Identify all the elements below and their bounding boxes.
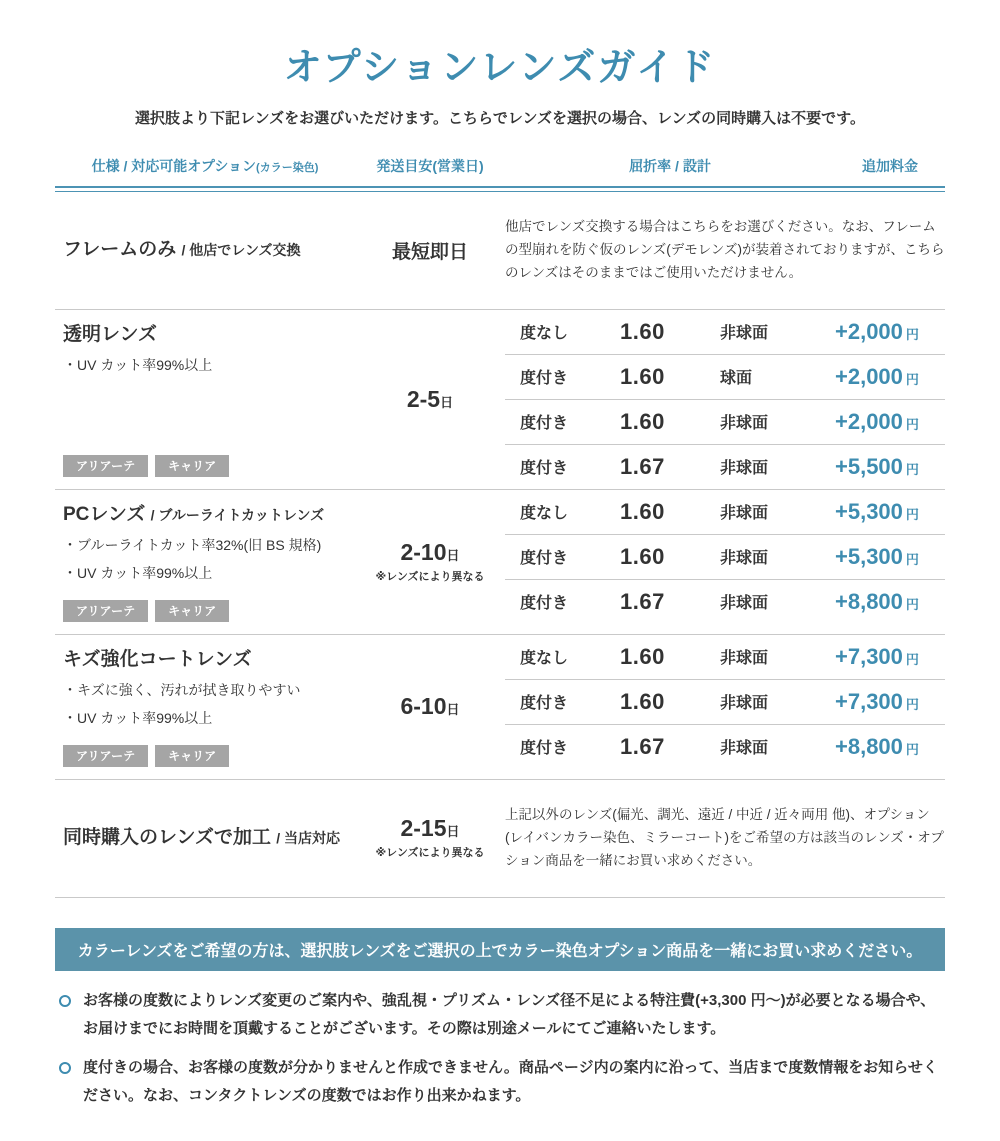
price-unit: 円 [905, 651, 919, 667]
option-index: 1.60 [620, 408, 665, 434]
option-price [835, 589, 945, 615]
tag-list [63, 439, 355, 477]
option-row [505, 535, 945, 580]
shipping-unit: 日 [440, 394, 454, 410]
shipping-value [355, 387, 505, 412]
lens-name [63, 239, 355, 262]
price-unit: 円 [905, 416, 919, 432]
option-index: 1.60 [620, 363, 665, 389]
spec-cell [55, 827, 355, 850]
option-row [505, 580, 945, 624]
circle-bullet-icon [59, 995, 71, 1007]
price-unit: 円 [905, 461, 919, 477]
price-unit: 円 [905, 741, 919, 757]
price-unit: 円 [905, 551, 919, 567]
price-unit: 円 [905, 596, 919, 612]
option-index: 1.60 [620, 643, 665, 669]
shipping-unit: 日 [446, 547, 460, 563]
option-design: 非球面 [720, 595, 769, 613]
price-unit: 円 [905, 326, 919, 342]
option-type: 度なし [520, 650, 569, 668]
price-value: +5,500 [835, 453, 903, 479]
header-price: 追加料金 [862, 158, 918, 174]
price-value: +7,300 [835, 643, 903, 669]
option-type: 度付き [520, 740, 569, 758]
page-title: オプションレンズガイド [283, 47, 717, 89]
shipping-note: ※レンズにより異なる [375, 570, 485, 583]
option-row [505, 355, 945, 400]
option-design: 非球面 [720, 695, 769, 713]
shipping-cell [355, 490, 505, 634]
shipping-value: 最短即日 [391, 241, 468, 263]
footnote-item [59, 1054, 945, 1111]
option-price [835, 544, 945, 570]
footnote-text: 度付きの場合、お客様の度数が分かりませんと作成できません。商品ページ内の案内に沿って、当店まで度数情報をお知らせください。なお、コンタクトレンズの度数ではお作り出来かねます。 [83, 1058, 938, 1105]
header-spec-label: 仕様 / 対応可能オプション [91, 158, 257, 174]
header-spec-note: (カラー染色) [256, 162, 319, 174]
option-design: 球面 [720, 370, 753, 388]
header-refraction: 屈折率 / 設計 [629, 158, 711, 174]
table-header-row [55, 156, 945, 186]
option-index: 1.60 [620, 498, 665, 524]
spec-cell [55, 635, 355, 779]
row-description: 上記以外のレンズ(偏光、調光、遠近 / 中近 / 近々両用 他)、オプション(レイバンカラー染色、ミラーコート)をご希望の方は該当のレンズ・オプション商品を一緒にお買い求めください。 [505, 806, 944, 868]
lens-name: キズ強化コートレンズ [63, 648, 252, 670]
tag-career: キャリア [155, 455, 229, 477]
option-row [505, 310, 945, 355]
option-design: 非球面 [720, 740, 769, 758]
option-type: 度なし [520, 505, 569, 523]
price-unit: 円 [905, 371, 919, 387]
lens-name-main: PCレンズ [63, 503, 146, 525]
price-value: +8,800 [835, 733, 903, 759]
lens-name-main: 同時購入のレンズで加工 [63, 826, 271, 848]
option-row [505, 635, 945, 680]
table-row-simultaneous-purchase [55, 780, 945, 898]
tag-ariarte: アリアーテ [63, 745, 148, 767]
price-value: +2,000 [835, 318, 903, 344]
price-value: +8,800 [835, 588, 903, 614]
table-row-scratch-coat-lens [55, 635, 945, 780]
option-row [505, 490, 945, 535]
option-index: 1.60 [620, 543, 665, 569]
option-design: 非球面 [720, 325, 769, 343]
option-list [505, 490, 945, 634]
lens-name-suffix: / ブルーライトカットレンズ [150, 506, 325, 523]
tag-ariarte: アリアーテ [63, 600, 148, 622]
shipping-days: 2-5 [406, 385, 441, 412]
spec-cell [55, 490, 355, 634]
shipping-unit: 日 [446, 824, 460, 840]
option-type: 度付き [520, 370, 569, 388]
option-type: 度付き [520, 695, 569, 713]
shipping-note: ※レンズにより異なる [375, 847, 485, 860]
shipping-days: 6-10 [400, 693, 447, 720]
header-right-group [505, 156, 945, 176]
footnote-item [59, 987, 945, 1044]
option-design: 非球面 [720, 460, 769, 478]
option-type: 度付き [520, 460, 569, 478]
shipping-cell [355, 635, 505, 779]
option-list [505, 635, 945, 779]
option-type: 度付き [520, 550, 569, 568]
option-type: 度なし [520, 325, 569, 343]
option-index: 1.67 [620, 733, 665, 759]
option-price [835, 644, 945, 670]
table-row-pc-lens [55, 490, 945, 635]
option-index: 1.67 [620, 588, 665, 614]
option-row [505, 680, 945, 725]
spec-bullet: ・UV カット率99%以上 [63, 710, 213, 727]
shipping-days: 2-10 [400, 538, 447, 565]
shipping-days: 2-15 [400, 815, 447, 842]
option-price [835, 364, 945, 390]
tag-career: キャリア [155, 745, 229, 767]
option-price [835, 454, 945, 480]
option-index: 1.60 [620, 688, 665, 714]
option-price [835, 734, 945, 760]
option-row [505, 445, 945, 489]
header-spec [55, 156, 355, 176]
row-description: 他店でレンズ交換する場合はこちらをお選びください。なお、フレームの型崩れを防ぐ仮のレンズ(デモレンズ)が装着されておりますが、こちらのレンズはそのままではご使用いただけません。 [505, 219, 945, 280]
option-type: 度付き [520, 415, 569, 433]
price-value: +2,000 [835, 408, 903, 434]
option-design: 非球面 [720, 650, 769, 668]
color-lens-banner: カラーレンズをご希望の方は、選択肢レンズをご選択の上でカラー染色オプション商品を一緒にお買い求めください。 [55, 928, 945, 971]
option-row [505, 725, 945, 769]
lens-name: 透明レンズ [63, 323, 157, 345]
option-price [835, 319, 945, 345]
spec-cell [55, 310, 355, 489]
price-value: +7,300 [835, 688, 903, 714]
price-value: +5,300 [835, 498, 903, 524]
option-row [505, 400, 945, 445]
lens-name-main: フレームのみ [63, 239, 177, 260]
lens-name-suffix: / 当店対応 [276, 829, 341, 846]
option-price [835, 689, 945, 715]
table-row-frame-only [55, 192, 945, 310]
price-unit: 円 [905, 696, 919, 712]
shipping-value [355, 540, 505, 565]
page-subtitle: 選択肢より下記レンズをお選びいただけます。こちらでレンズを選択の場合、レンズの同時購入は不要です。 [135, 110, 865, 127]
option-index: 1.60 [620, 318, 665, 344]
tag-ariarte: アリアーテ [63, 455, 148, 477]
tag-career: キャリア [155, 600, 229, 622]
option-type: 度付き [520, 595, 569, 613]
lens-name [63, 827, 355, 850]
shipping-cell [355, 310, 505, 489]
option-lens-guide-section [55, 0, 945, 1141]
spec-bullet: ・キズに強く、汚れが拭き取りやすい [63, 681, 301, 698]
lens-name [63, 504, 355, 527]
option-price [835, 499, 945, 525]
shipping-unit: 日 [446, 702, 460, 718]
footnote-list [55, 987, 945, 1111]
spec-bullet: ・UV カット率99%以上 [63, 356, 213, 373]
option-list [505, 310, 945, 489]
footnote-text: お客様の度数によりレンズ変更のご案内や、強乱視・プリズム・レンズ径不足による特注費(+3,300 円〜)が必要となる場合や、お届けまでにお時間を頂戴することがございます。その際は別途メールにてご連絡いたします。 [83, 991, 936, 1038]
shipping-value [355, 694, 505, 719]
price-unit: 円 [905, 506, 919, 522]
option-design: 非球面 [720, 505, 769, 523]
shipping-cell [355, 237, 505, 264]
spec-bullet: ・UV カット率99%以上 [63, 565, 213, 582]
option-price [835, 409, 945, 435]
spec-cell [55, 239, 355, 262]
tag-list [63, 584, 355, 622]
price-value: +5,300 [835, 543, 903, 569]
lens-name-suffix: / 他店でレンズ交換 [181, 242, 301, 258]
spec-bullet: ・ブルーライトカット率32%(旧 BS 規格) [63, 536, 322, 553]
option-index: 1.67 [620, 453, 665, 479]
shipping-value [355, 816, 505, 841]
header-shipping: 発送目安(営業日) [376, 158, 484, 174]
shipping-cell [355, 816, 505, 860]
option-design: 非球面 [720, 550, 769, 568]
table-row-clear-lens [55, 310, 945, 490]
circle-bullet-icon [59, 1062, 71, 1074]
tag-list [63, 729, 355, 767]
price-value: +2,000 [835, 363, 903, 389]
option-design: 非球面 [720, 415, 769, 433]
